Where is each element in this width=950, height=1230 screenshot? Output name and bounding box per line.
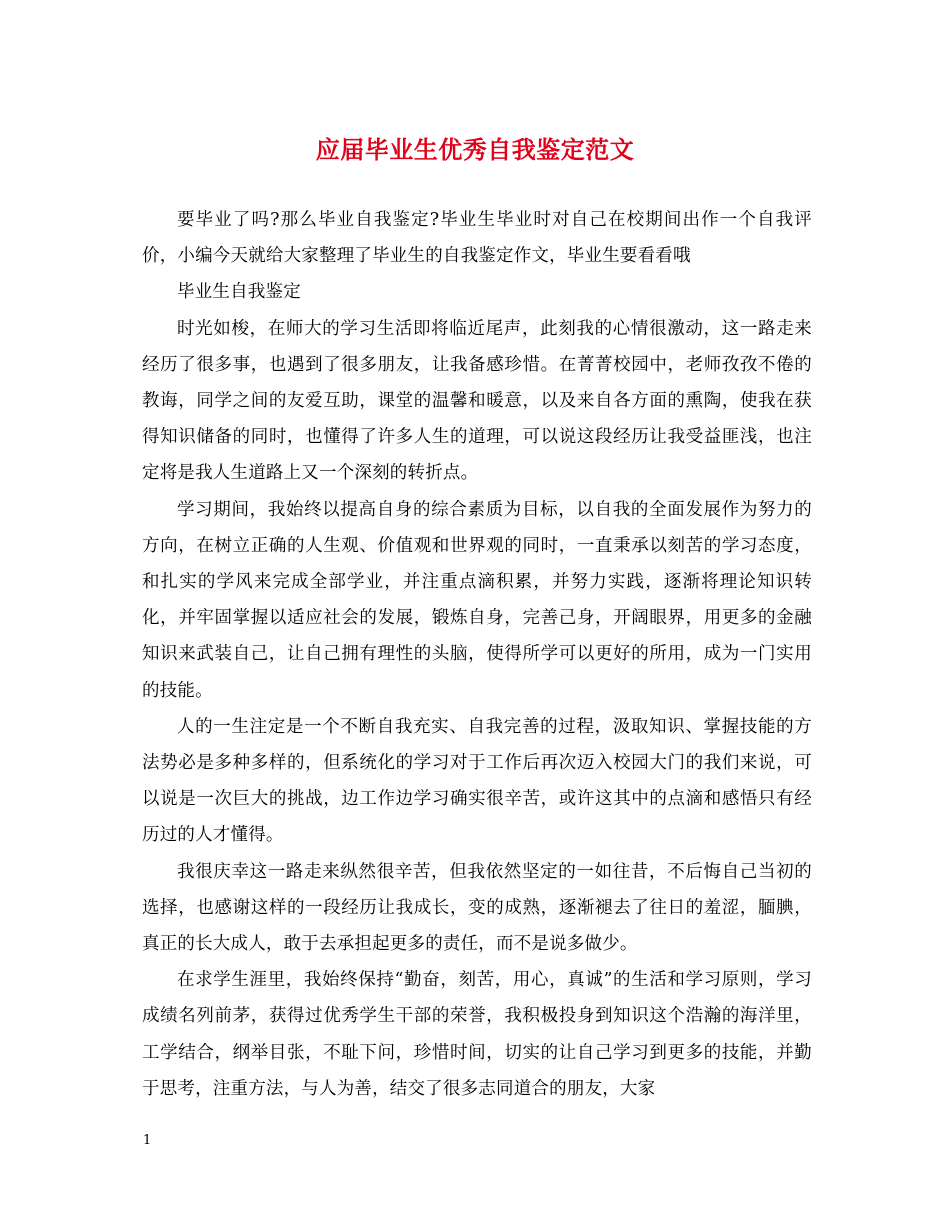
document-title: 应届毕业生优秀自我鉴定范文 [315,135,635,164]
paragraph-intro: 要毕业了吗?那么毕业自我鉴定?毕业生毕业时对自己在校期间出作一个自我评价，小编今天就给大家整理了毕业生的自我鉴定作文，毕业生要看看哦 [142,210,812,267]
document-body [142,202,812,1107]
section-heading: 毕业生自我鉴定 [177,282,301,303]
paragraph: 学习期间，我始终以提高自身的综合素质为目标，以自我的全面发展作为努力的方向，在树立正确的人生观、价值观和世界观的同时，一直秉承以刻苦的学习态度，和扎实的学风来完成全部学业，并注重点滴积累，并努力实践，逐渐将理论知识转化，并牢固掌握以适应社会的发展，锻炼自身，完善己身，开阔眼界，用更多的金融知识来武装自己，让自己拥有理性的头脑，使得所学可以更好的所用，成为一门实用的技能。 [142,499,812,701]
paragraph: 在求学生涯里，我始终保持“勤奋，刻苦，用心，真诚”的生活和学习原则，学习成绩名列前茅，获得过优秀学生干部的荣誉，我积极投身到知识这个浩瀚的海洋里，工学结合，纲举目张，不耻下问，珍惜时间，切实的让自己学习到更多的技能，并勤于思考，注重方法，与人为善，结交了很多志同道合的朋友，大家 [142,970,812,1099]
paragraph: 人的一生注定是一个不断自我充实、自我完善的过程，汲取知识、掌握技能的方法势必是多种多样的，但系统化的学习对于工作后再次迈入校园大门的我们来说，可以说是一次巨大的挑战，边工作边学习确实很辛苦，或许这其中的点滴和感悟只有经历过的人才懂得。 [142,716,812,846]
paragraph: 我很庆幸这一路走来纵然很辛苦，但我依然坚定的一如往昔，不后悔自己当初的选择，也感谢这样的一段经历让我成长，变的成熟，逐渐褪去了往日的羞涩，腼腆，真正的长大成人，敢于去承担起更多的责任，而不是说多做少。 [142,861,812,955]
paragraph: 时光如梭，在师大的学习生活即将临近尾声，此刻我的心情很激动，这一路走来经历了很多事，也遇到了很多朋友，让我备感珍惜。在菁菁校园中，老师孜孜不倦的教诲，同学之间的友爱互助，课堂的温馨和暖意，以及来自各方面的熏陶，使我在获得知识储备的同时，也懂得了许多人生的道理，可以说这段经历让我受益匪浅，也注定将是我人生道路上又一个深刻的转折点。 [142,318,812,484]
page-number: 1 [143,1133,152,1148]
